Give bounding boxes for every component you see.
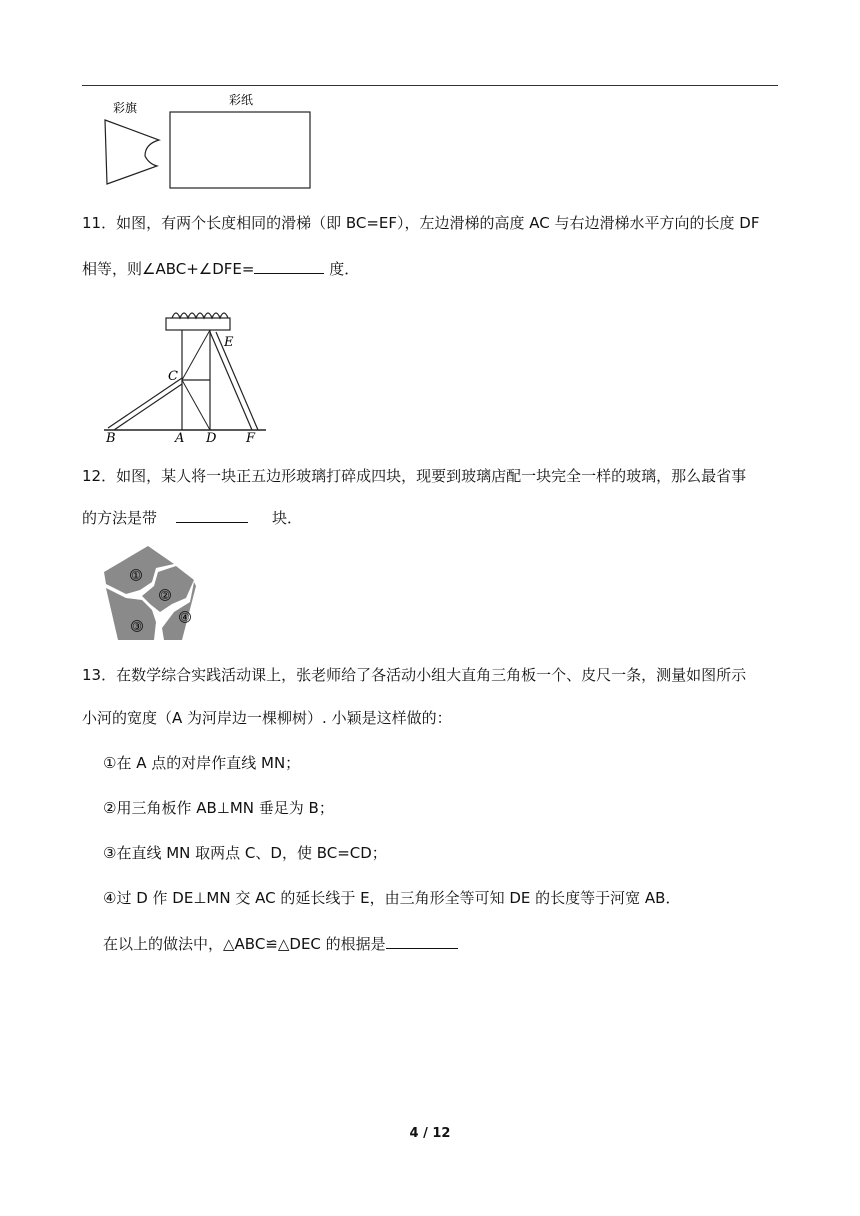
flag-paper-figure [95,88,325,192]
q11-line1: 11．如图，有两个长度相同的滑梯（即 BC=EF），左边滑梯的高度 AC 与右边滑梯水平方向的长度 DF [82,214,760,232]
q13-line2: 小河的宽度（A 为河岸边一棵柳树）. 小颖是这样做的： [82,709,452,727]
slide-figure [100,292,272,444]
q12-line2 [82,507,302,528]
q13-step-4: ④过 D 作 DE⊥MN 交 AC 的延长线于 E，由三角形全等可知 DE 的长度等于河宽 AB． [103,889,681,907]
flag-label: 彩旗 [113,101,138,115]
q13-step-2: ②用三角板作 AB⊥MN 垂足为 B； [103,799,334,817]
paper-rectangle [170,112,310,188]
q11-line2 [82,258,359,279]
q12-line2-suffix: 块． [267,509,302,527]
paper-label: 彩纸 [229,93,254,107]
q11-line2-suffix: 度． [324,260,360,278]
q13-line1: 13．在数学综合实践活动课上，张老师给了各活动小组大直角三角板一个、皮尺一条，测量如图所示 [82,666,747,684]
label-B: B [106,431,116,444]
q11-line2-prefix: 相等，则∠ABC+∠DFE= [82,260,255,278]
piece-2-label: ② [160,589,170,602]
label-A: A [175,431,185,444]
q12-line2-prefix: 的方法是带 [82,509,162,527]
label-D: D [206,431,217,444]
q12-line1: 12．如图，某人将一块正五边形玻璃打碎成四块，现要到玻璃店配一块完全一样的玻璃，那么最省事 [82,467,747,485]
piece-4-label: ④ [180,611,190,624]
q12-answer-blank[interactable] [176,507,248,523]
page-number: 4 / 12 [409,1126,451,1141]
q13-step-3: ③在直线 MN 取两点 C、D，使 BC=CD； [103,844,387,862]
q13-step-1: ①在 A 点的对岸作直线 MN； [103,754,301,772]
label-E: E [224,335,234,350]
q11-answer-blank[interactable] [254,258,324,274]
broken-pentagon-figure [100,542,200,644]
q13-question-text: 在以上的做法中，△ABC≌△DEC 的根据是 [103,935,386,953]
piece-1-label: ① [131,569,141,582]
flag-shape [105,120,159,184]
label-F: F [246,431,256,444]
q13-answer-blank[interactable] [386,933,458,949]
q13-question [103,933,458,954]
label-C: C [168,369,178,384]
piece-3-label: ③ [132,620,142,633]
header-rule [82,85,778,86]
